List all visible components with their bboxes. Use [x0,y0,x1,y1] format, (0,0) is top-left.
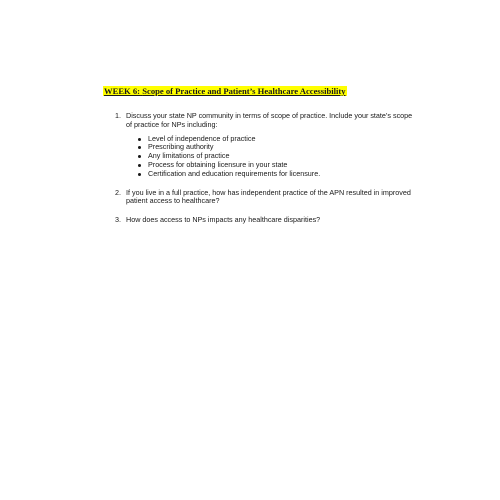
bullet-icon [138,155,141,158]
question-text: If you live in a full practice, how has independent practice of the APN resulted in improved patient access to healthcare? [126,187,411,206]
question-number: 1. [115,111,121,120]
question-number: 2. [115,187,121,197]
list-item: Any limitations of practice [138,152,415,161]
bullet-icon [138,164,141,167]
question-2 [115,189,415,207]
question-1 [115,112,415,179]
question-list [115,112,415,225]
requirement-list [126,135,415,179]
bullet-icon [138,173,141,176]
heading-title: Scope of Practice and Patient’s Healthcare Accessibility [142,86,346,96]
list-item: Certification and education requirements for licensure. [138,170,415,179]
question-text: How does access to NPs impacts any healthcare disparities? [126,215,321,225]
week-label: WEEK 6: [104,86,141,96]
question-3 [115,216,415,225]
bullet-icon [138,138,141,141]
list-item: Process for obtaining licensure in your state [138,161,415,170]
highlighted-heading [103,86,347,96]
bullet-icon [138,146,141,149]
list-item: Prescribing authority [138,143,415,152]
assignment-heading [103,86,347,96]
question-number: 3. [115,215,121,225]
list-item: Level of independence of practice [138,135,415,144]
question-text: Discuss your state NP community in terms of scope of practice. Include your state’s scope of practice for NPs including: [126,111,413,129]
